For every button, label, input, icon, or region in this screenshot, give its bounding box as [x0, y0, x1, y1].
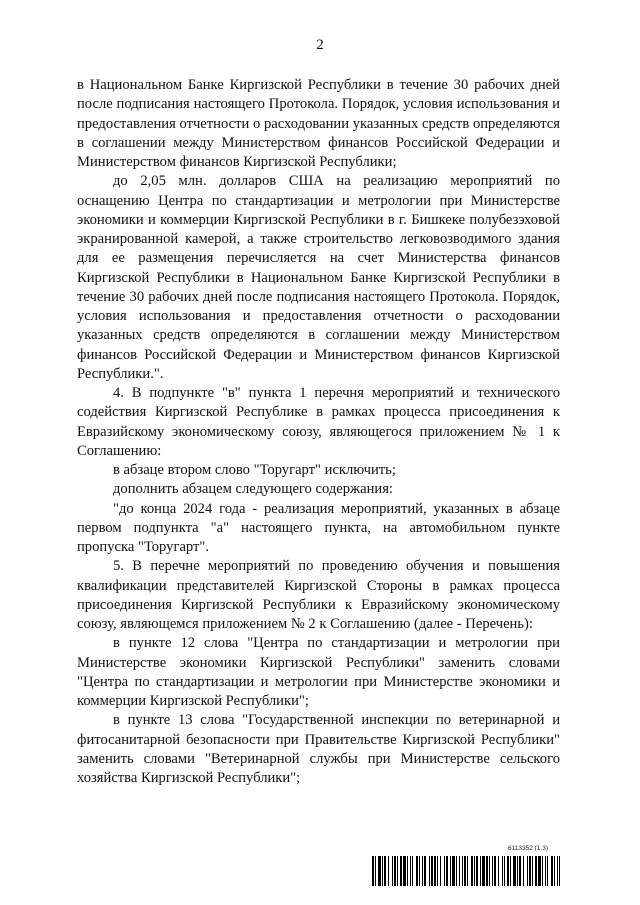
paragraph-funding-item: до 2,05 млн. долларов США на реализацию мероприятий по оснащению Центра по стандартизации и метрологии при Министерстве экономики и коммерции Киргизской Республики в г. Бишкеке полубезэховой экранированной камерой, а также строительство легковозводимого здания для ее размещения перечисляется на счет Министерства финансов Киргизской Республики в Национальном Банке Киргизской Республики в течение 30 рабочих дней после подписания настоящего Протокола. Порядок, условия использования и предоставления отчетности о расходовании указанных средств определяются в соглашении между Министерством финансов Российской Федерации и Министерством финансов Киргизской Республики.". [77, 173, 560, 382]
barcode-bar [559, 856, 560, 886]
paragraph-item-4-sub-2: дополнить абзацем следующего содержания: [113, 481, 393, 498]
paragraph-item-5: 5. В перечне мероприятий по проведению обучения и повышения квалификации представителей Киргизской Стороны в рамках процесса присоединения Киргизской Республики к Евразийскому экономическому союзу, являющемся приложением № 2 к Соглашению (далее - Перечень): [77, 558, 560, 632]
barcode-image [372, 856, 560, 886]
barcode-caption: 6113352 (1.3) [508, 845, 548, 852]
document-body [77, 76, 560, 788]
paragraph-item-5-sub-12: в пункте 12 слова "Центра по стандартизации и метрологии при Министерстве экономики Киргизской Республики" заменить словами "Центра по стандартизации и метрологии при Министерстве экономики и коммерции Киргизской Республики"; [77, 635, 560, 709]
paragraph-continuation: в Национальном Банке Киргизской Республики в течение 30 рабочих дней после подписания настоящего Протокола. Порядок, условия использования и предоставления отчетности о расходовании указанных средств определяются в соглашении между Министерством финансов Российской Федерации и Министерством финансов Киргизской Республики; [77, 77, 560, 170]
page-number: 2 [316, 37, 324, 53]
paragraph-item-4: 4. В подпункте "в" пункта 1 перечня мероприятий и технического содействия Киргизской Республике в рамках процесса присоединения к Евразийскому экономическому союзу, являющегося приложением № 1 к Соглашению: [77, 385, 560, 459]
paragraph-item-4-sub-1: в абзаце втором слово "Торугарт" исключить; [113, 462, 396, 478]
paragraph-item-5-sub-13: в пункте 13 слова "Государственной инспекции по ветеринарной и фитосанитарной безопасности при Правительстве Киргизской Республики" заменить словами "Ветеринарной службы при Министерстве сельского хозяйства Киргизской Республики"; [77, 712, 560, 786]
paragraph-item-4-quote: "до конца 2024 года - реализация мероприятий, указанных в абзаце первом подпункта "а" настоящего пункта, на автомобильном пункте пропуска "Торугарт". [77, 500, 560, 555]
